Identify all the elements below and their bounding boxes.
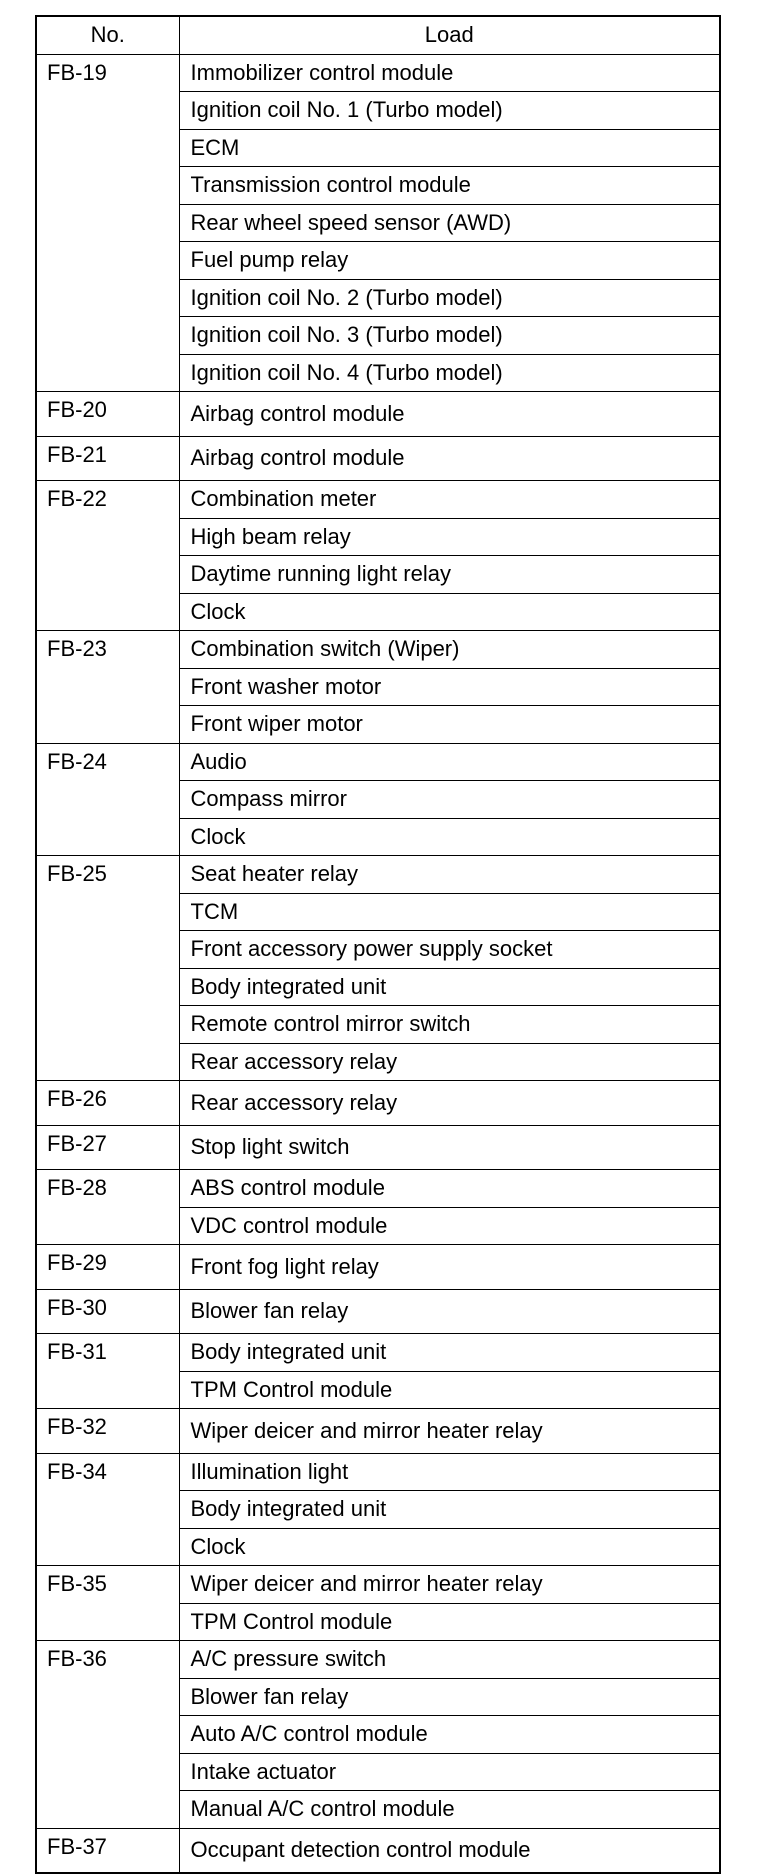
column-header-no: No.	[36, 16, 179, 54]
fuse-number-cell: FB-35	[36, 1566, 179, 1641]
load-cell: Front fog light relay	[179, 1245, 720, 1290]
fuse-number-cell: FB-19	[36, 54, 179, 392]
load-cell: Ignition coil No. 3 (Turbo model)	[179, 317, 720, 355]
fuse-number-cell: FB-22	[36, 481, 179, 631]
fuse-number-cell: FB-31	[36, 1334, 179, 1409]
load-cell: Clock	[179, 1528, 720, 1566]
load-cell: TPM Control module	[179, 1371, 720, 1409]
load-cell: Front wiper motor	[179, 706, 720, 744]
fuse-number-cell: FB-29	[36, 1245, 179, 1290]
table-row	[36, 1566, 720, 1604]
table-row	[36, 392, 720, 437]
fuse-number-cell: FB-21	[36, 436, 179, 481]
column-header-load: Load	[179, 16, 720, 54]
load-cell: Remote control mirror switch	[179, 1006, 720, 1044]
fuse-load-table	[35, 15, 721, 1874]
load-cell: Seat heater relay	[179, 856, 720, 894]
fuse-number-cell: FB-34	[36, 1453, 179, 1566]
load-cell: Transmission control module	[179, 167, 720, 205]
load-cell: Audio	[179, 743, 720, 781]
table-row	[36, 631, 720, 669]
load-cell: Ignition coil No. 4 (Turbo model)	[179, 354, 720, 392]
load-cell: VDC control module	[179, 1207, 720, 1245]
fuse-number-cell: FB-36	[36, 1641, 179, 1829]
fuse-number-cell: FB-32	[36, 1409, 179, 1454]
fuse-number-cell: FB-30	[36, 1289, 179, 1334]
table-row	[36, 1245, 720, 1290]
fuse-number-cell: FB-28	[36, 1170, 179, 1245]
table-row	[36, 1081, 720, 1126]
load-cell: Combination switch (Wiper)	[179, 631, 720, 669]
load-cell: Rear accessory relay	[179, 1043, 720, 1081]
table-row	[36, 1453, 720, 1491]
load-cell: Manual A/C control module	[179, 1791, 720, 1829]
load-cell: Clock	[179, 593, 720, 631]
load-cell: ECM	[179, 129, 720, 167]
load-cell: Illumination light	[179, 1453, 720, 1491]
fuse-number-cell: FB-27	[36, 1125, 179, 1170]
load-cell: Ignition coil No. 2 (Turbo model)	[179, 279, 720, 317]
load-cell: Combination meter	[179, 481, 720, 519]
table-row	[36, 743, 720, 781]
load-cell: Daytime running light relay	[179, 556, 720, 594]
fuse-number-cell: FB-20	[36, 392, 179, 437]
table-row	[36, 856, 720, 894]
table-row	[36, 1409, 720, 1454]
load-cell: Stop light switch	[179, 1125, 720, 1170]
load-cell: Fuel pump relay	[179, 242, 720, 280]
table-row	[36, 1289, 720, 1334]
table-row	[36, 1170, 720, 1208]
header-row	[36, 16, 720, 54]
load-cell: Rear accessory relay	[179, 1081, 720, 1126]
load-cell: Immobilizer control module	[179, 54, 720, 92]
fuse-number-cell: FB-26	[36, 1081, 179, 1126]
load-cell: Body integrated unit	[179, 1491, 720, 1529]
fuse-number-cell: FB-37	[36, 1828, 179, 1873]
load-cell: Occupant detection control module	[179, 1828, 720, 1873]
load-cell: Auto A/C control module	[179, 1716, 720, 1754]
load-cell: Ignition coil No. 1 (Turbo model)	[179, 92, 720, 130]
load-cell: Wiper deicer and mirror heater relay	[179, 1409, 720, 1454]
load-cell: Airbag control module	[179, 436, 720, 481]
load-cell: TCM	[179, 893, 720, 931]
fuse-number-cell: FB-24	[36, 743, 179, 856]
table-header	[36, 16, 720, 54]
load-cell: Wiper deicer and mirror heater relay	[179, 1566, 720, 1604]
load-cell: TPM Control module	[179, 1603, 720, 1641]
load-cell: Blower fan relay	[179, 1678, 720, 1716]
load-cell: Airbag control module	[179, 392, 720, 437]
table-row	[36, 1125, 720, 1170]
table-row	[36, 1641, 720, 1679]
load-cell: Compass mirror	[179, 781, 720, 819]
load-cell: Rear wheel speed sensor (AWD)	[179, 204, 720, 242]
table-row	[36, 436, 720, 481]
load-cell: A/C pressure switch	[179, 1641, 720, 1679]
load-cell: ABS control module	[179, 1170, 720, 1208]
load-cell: Body integrated unit	[179, 968, 720, 1006]
table-body	[36, 54, 720, 1873]
table-row	[36, 1334, 720, 1372]
load-cell: Clock	[179, 818, 720, 856]
load-cell: Intake actuator	[179, 1753, 720, 1791]
fuse-number-cell: FB-25	[36, 856, 179, 1081]
table-row	[36, 481, 720, 519]
table-row	[36, 1828, 720, 1873]
load-cell: Front washer motor	[179, 668, 720, 706]
load-cell: Blower fan relay	[179, 1289, 720, 1334]
load-cell: Front accessory power supply socket	[179, 931, 720, 969]
fuse-number-cell: FB-23	[36, 631, 179, 744]
load-cell: High beam relay	[179, 518, 720, 556]
load-cell: Body integrated unit	[179, 1334, 720, 1372]
table-row	[36, 54, 720, 92]
